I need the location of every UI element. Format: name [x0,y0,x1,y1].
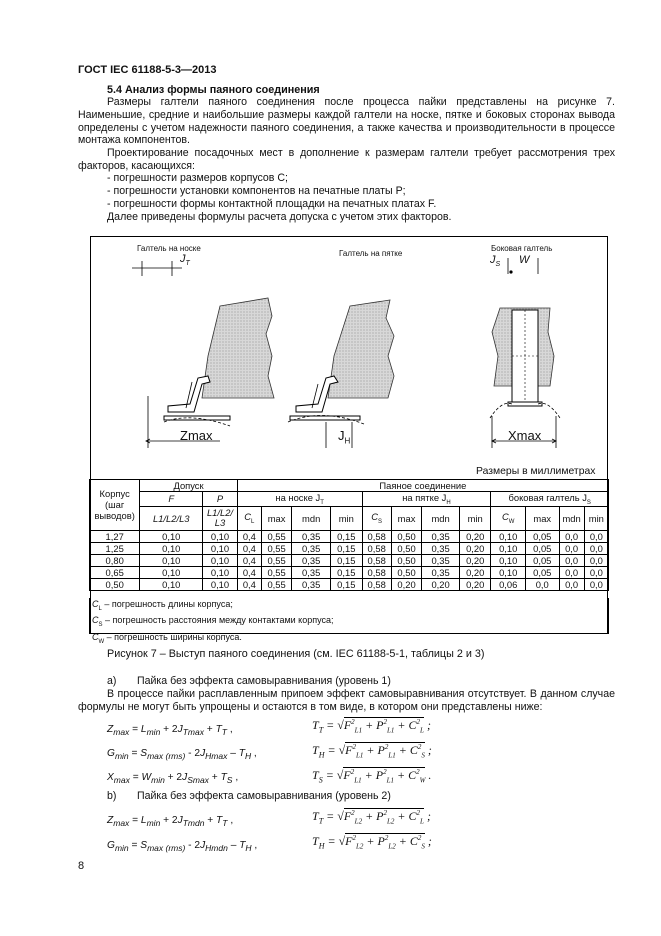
formula-tt-1: $T_T = √F^2_{L1} + P^2_{L1} + C^2_L$ ; [312,718,431,735]
table-cell: 0,10 [491,554,526,566]
tolerance-table [89,479,609,591]
table-cell: 0,35 [422,554,460,566]
table-cell: 0,0 [559,542,584,554]
table-row [90,566,609,578]
table-cell: 0,35 [422,566,460,578]
formula-gmin-1: $G_{min} = S_{max (rms)} - 2J_{Hmax} - T_H$ , [107,748,257,762]
table-cell: 0,15 [331,542,362,554]
label-w: W [519,254,530,266]
table-cell: 0,20 [422,578,460,590]
table-cell: 0,10 [140,578,203,590]
table-cell: 0,4 [237,578,261,590]
figure-caption: Рисунок 7 – Выступ паяного соединения (см. IEC 61188-5-1, таблицы 2 и 3) [107,648,485,660]
table-cell: 0,20 [459,530,490,542]
bullet-c: - погрешности размеров корпусов C; [107,172,288,184]
table-cell: 0,10 [203,554,238,566]
part-a-title: Пайка без эффекта самовыравнивания (уровень 1) [137,675,391,687]
table-cell: 0,0 [559,566,584,578]
table-cell: 0,35 [422,542,460,554]
header-p: P [203,492,238,507]
table-cell: 0,0 [584,542,608,554]
table-cell: 0,06 [491,578,526,590]
header-f: F [140,492,203,507]
label-zmax: Zmax [180,428,213,443]
formula-zmax-2: $Z_{max} = L_{min} + 2J_{Tmdn} + T_T$ , [107,815,234,829]
table-cell: 0,50 [391,554,421,566]
table-cell: 0,50 [90,578,140,590]
header-min: min [331,506,362,530]
header-max: max [525,506,559,530]
bullet-f: - погрешности формы контактной площадки на печатных платах F. [107,198,437,210]
label-js: $J_S$ [490,254,501,269]
table-cell: 0,05 [525,566,559,578]
header-l123-p: L1/L2/L3 [203,506,238,530]
table-cell: 1,25 [90,542,140,554]
table-cell: 0,20 [459,542,490,554]
table-cell: 0,0 [559,554,584,566]
table-cell: 0,35 [292,530,331,542]
table-cell: 1,27 [90,530,140,542]
table-cell: 0,0 [559,578,584,590]
table-cell: 0,20 [459,578,490,590]
table-cell: 0,10 [203,578,238,590]
header-joint: Паяное соединение [237,480,608,492]
table-cell: 0,65 [90,566,140,578]
header-cs: $C_S$ [362,506,391,530]
units-note: Размеры в миллиметрах [476,466,596,477]
header-min: min [459,506,490,530]
formula-ts-1: $T_S = √F^2_{L1} + P^2_{L1} + C^2_W$ . [312,768,432,785]
header-cw: $C_W$ [491,506,526,530]
table-cell: 0,4 [237,542,261,554]
table-cell: 0,55 [261,578,291,590]
table-row [90,578,609,590]
side-fillet-view [490,258,560,448]
table-cell: 0,20 [459,566,490,578]
table-cell: 0,10 [491,542,526,554]
table-cell: 0,15 [331,554,362,566]
table-cell: 0,10 [140,566,203,578]
table-cell: 0,50 [391,566,421,578]
table-cell: 0,35 [292,554,331,566]
part-a-label: a) [107,675,117,687]
label-side-fillet: Боковая галтель [491,244,553,253]
table-cell: 0,05 [525,554,559,566]
table-cell: 0,0 [525,578,559,590]
header-l123-f: L1/L2/L3 [140,506,203,530]
header-mdn: mdn [292,506,331,530]
paragraph-2: Проектирование посадочных мест в дополнение к размерам галтели требует рассмотрения трех факторов, касающихся: [78,147,615,172]
toe-fillet-view [132,261,274,448]
table-cell: 0,4 [237,530,261,542]
header-cl: $C_L$ [237,506,261,530]
part-b-title: Пайка без эффекта самовыравнивания (уровень 2) [137,790,391,802]
table-row [90,554,609,566]
table-notes [89,598,609,645]
section-title: 5.4 Анализ формы паяного соединения [107,84,320,96]
paragraph-3: Далее приведены формулы расчета допуска с учетом этих факторов. [107,211,452,223]
note-cs: $C_S$ – погрешность расстояния между контактами корпуса; [92,615,334,629]
header-toe: на носке $J_T$ [237,492,362,507]
table-cell: 0,0 [559,530,584,542]
table-cell: 0,10 [140,554,203,566]
table-cell: 0,58 [362,554,391,566]
table-cell: 0,20 [391,578,421,590]
table-cell: 0,05 [525,530,559,542]
table-cell: 0,0 [584,554,608,566]
note-cw: $C_W$ – погрешность ширины корпуса. [92,631,242,645]
paragraph-1: Размеры галтели паяного соединения после процесса пайки представлены на рисунке 7. Наименьшие, средние и наибольшие размеры каждой галтели на носке, пятке и боковых сторонах вывода определены с учетом надежности паяного соединения, а также качества и производительности в процессе монтажа компонентов. [78,96,615,147]
label-xmax: Xmax [508,428,542,443]
header-max: max [391,506,421,530]
table-cell: 0,55 [261,566,291,578]
header-mdn: mdn [422,506,460,530]
label-toe-fillet: Галтель на носке [137,244,201,253]
formula-xmax-1: $X_{max} = W_{min} + 2J_{Smax} + T_S$ , [107,772,239,786]
table-cell: 0,10 [491,566,526,578]
table-cell: 0,4 [237,566,261,578]
table-cell: 0,10 [140,530,203,542]
table-cell: 0,4 [237,554,261,566]
label-jt: $J_T$ [180,253,190,268]
formula-th-2: $T_H = √F^2_{L2} + P^2_{L2} + C^2_S$ ; [312,834,432,851]
header-mdn: mdn [559,506,584,530]
table-cell: 0,55 [261,530,291,542]
header-heel: на пятке $J_H$ [362,492,491,507]
header-tolerance: Допуск [140,480,237,492]
table-cell: 0,35 [292,542,331,554]
table-cell: 0,35 [292,566,331,578]
formula-tt-2: $T_T = √F^2_{L2} + P^2_{L2} + C^2_L$ ; [312,809,431,826]
formula-gmin-2: $G_{min} = S_{max (rms)} - 2J_{Hmdn} - T_H$ , [107,840,258,854]
table-cell: 0,15 [331,566,362,578]
table-cell: 0,50 [391,542,421,554]
part-a-text: В процессе пайки расплавленным припоем эффект самовыравнивания отсутствует. В данном случае формулы не могут быть упрощены и остаются в том виде, в котором они представлены ниже: [78,688,615,713]
table-cell: 0,55 [261,542,291,554]
table-cell: 0,15 [331,578,362,590]
table-cell: 0,50 [391,530,421,542]
table-cell: 0,0 [584,530,608,542]
table-cell: 0,15 [331,530,362,542]
heel-fillet-view [288,300,394,448]
table-row [90,530,609,542]
table-row [90,542,609,554]
table-cell: 0,58 [362,530,391,542]
table-cell: 0,10 [203,542,238,554]
label-heel-fillet: Галтель на пятке [339,249,403,258]
label-jh: $J_H$ [338,428,351,446]
header-side: боковая галтель $J_S$ [491,492,609,507]
part-b-label: b) [107,790,117,802]
header-body: Корпус (шаг выводов) [90,480,140,531]
note-cl: $C_L$ – погрешность длины корпуса; [92,599,233,612]
table-cell: 0,0 [584,578,608,590]
table-cell: 0,05 [525,542,559,554]
table-cell: 0,10 [491,530,526,542]
standard-number: ГОСТ IEC 61188-5-3—2013 [78,64,217,76]
table-cell: 0,58 [362,578,391,590]
formula-th-1: $T_H = √F^2_{L1} + P^2_{L1} + C^2_S$ ; [312,743,432,760]
table-cell: 0,55 [261,554,291,566]
table-cell: 0,58 [362,542,391,554]
page-number: 8 [78,860,85,872]
table-cell: 0,35 [422,530,460,542]
table-cell: 0,0 [584,566,608,578]
table-cell: 0,35 [292,578,331,590]
bullet-p: - погрешности установки компонентов на печатные платы P; [107,185,406,197]
table-cell: 0,20 [459,554,490,566]
formula-zmax-1: $Z_{max} = L_{min} + 2J_{Tmax} + T_T$ , [107,724,233,738]
header-max: max [261,506,291,530]
table-cell: 0,58 [362,566,391,578]
table-cell: 0,10 [140,542,203,554]
table-cell: 0,10 [203,566,238,578]
table-cell: 0,80 [90,554,140,566]
header-min: min [584,506,608,530]
table-cell: 0,10 [203,530,238,542]
